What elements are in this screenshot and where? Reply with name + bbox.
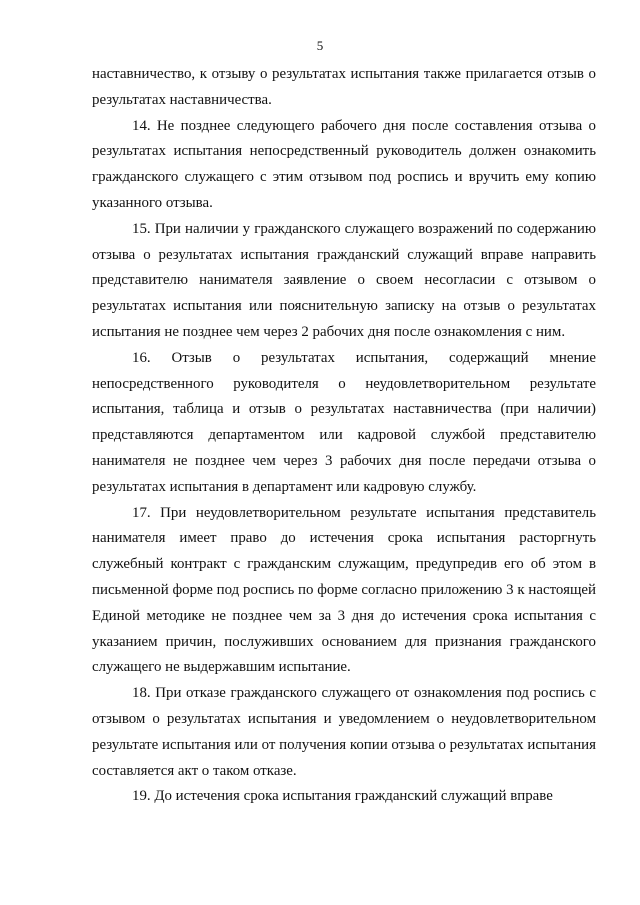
paragraph-18: 18. При отказе гражданского служащего от ознакомления под роспись с отзывом о результатах испытания и уведомлением о неудовлетворительном результате испытания или от получения копии отзыва о результатах испытания составляется акт о таком отказе. (92, 685, 596, 779)
paragraph-15: 15. При наличии у гражданского служащего возражений по содержанию отзыва о результатах испытания гражданский служащий вправе направить представителю нанимателя заявление о своем несогласии с отзывом о результатах испытания или пояснительную записку на отзыв о результатах испытания не позднее чем через 2 рабочих дня после ознакомления с ним. (92, 220, 596, 340)
document-body (92, 62, 596, 810)
paragraph-17: 17. При неудовлетворительном результате испытания представитель нанимателя имеет право до истечения срока испытания расторгнуть служебный контракт с гражданским служащим, предупредив его об этом в письменной форме под роспись по форме согласно приложению 3 к настоящей Единой методике не позднее чем за 3 дня до истечения срока испытания с указанием причин, послуживших основанием для признания гражданского служащего не выдержавшим испытание. (92, 504, 596, 676)
paragraph-continuation: наставничество, к отзыву о результатах испытания также прилагается отзыв о результатах наставничества. (92, 66, 596, 108)
paragraph-19: 19. До истечения срока испытания гражданский служащий вправе (132, 788, 553, 805)
paragraph-14: 14. Не позднее следующего рабочего дня после составления отзыва о результатах испытания непосредственный руководитель должен ознакомить гражданского служащего с этим отзывом под роспись и вручить ему копию указанного отзыва. (92, 117, 596, 211)
page-number: 5 (316, 38, 324, 53)
paragraph-16: 16. Отзыв о результатах испытания, содержащий мнение непосредственного руководителя о неудовлетворительном результате испытания, таблица и отзыв о результатах наставничества (при наличии) представляются департаментом или кадровой службой представителю нанимателя не позднее чем через 3 рабочих дня после передачи отзыва о результатах испытания в департамент или кадровую службу. (92, 349, 596, 495)
